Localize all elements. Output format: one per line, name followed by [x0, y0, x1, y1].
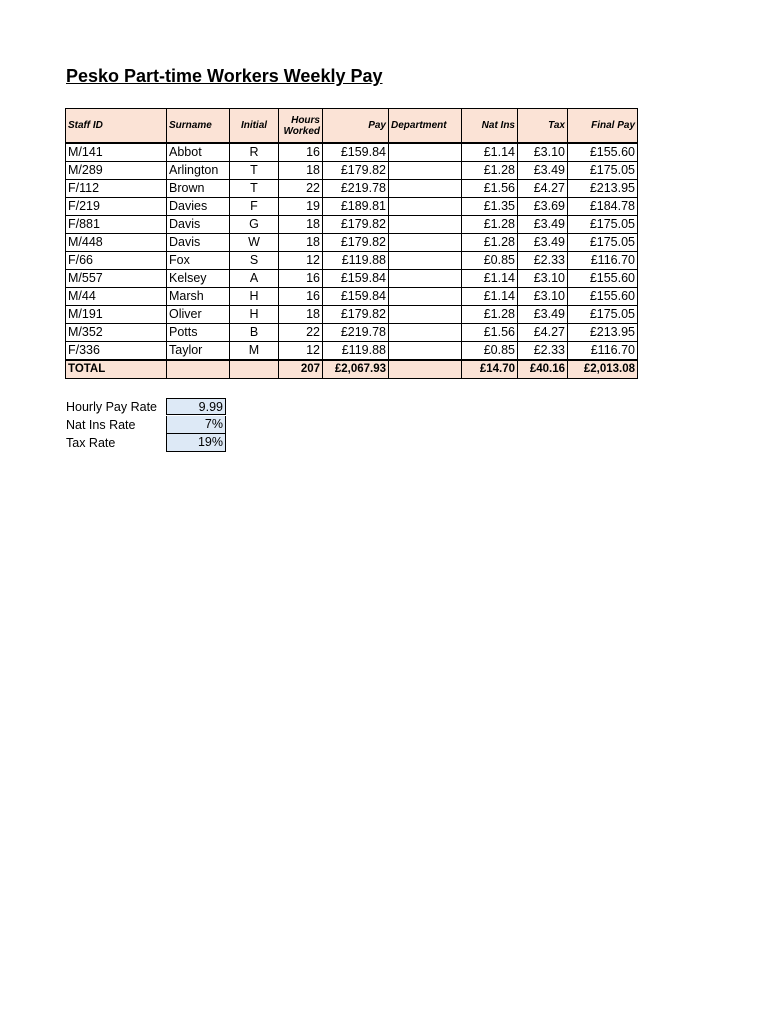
header-surname[interactable]: Surname	[167, 109, 230, 144]
total-pay[interactable]: £2,067.93	[323, 360, 389, 379]
nat-ins-cell[interactable]: £1.28	[462, 306, 518, 324]
nat-ins-cell[interactable]: £1.28	[462, 234, 518, 252]
total-tax[interactable]: £40.16	[518, 360, 568, 379]
hours-cell[interactable]: 16	[279, 270, 323, 288]
department-cell[interactable]	[389, 252, 462, 270]
tax-cell[interactable]: £2.33	[518, 342, 568, 361]
sheet-title: Pesko Part-time Workers Weekly Pay	[66, 66, 383, 86]
nat-ins-cell[interactable]: £0.85	[462, 252, 518, 270]
surname-cell[interactable]: Abbot	[167, 143, 230, 162]
initial-cell[interactable]: B	[230, 324, 279, 342]
hours-cell[interactable]: 18	[279, 306, 323, 324]
tax-cell[interactable]: £3.10	[518, 143, 568, 162]
surname-cell[interactable]: Oliver	[167, 306, 230, 324]
final-pay-cell[interactable]: £175.05	[568, 216, 638, 234]
department-cell[interactable]	[389, 162, 462, 180]
table-row	[66, 306, 638, 324]
table-row	[66, 252, 638, 270]
pay-cell[interactable]: £159.84	[323, 288, 389, 306]
tax-cell[interactable]: £4.27	[518, 180, 568, 198]
tax-cell[interactable]: £3.10	[518, 270, 568, 288]
staff-id-cell[interactable]: M/191	[66, 306, 167, 324]
tax-cell[interactable]: £3.49	[518, 162, 568, 180]
header-staff-id[interactable]: Staff ID	[66, 109, 167, 144]
final-pay-cell[interactable]: £175.05	[568, 306, 638, 324]
initial-cell[interactable]: T	[230, 180, 279, 198]
department-cell[interactable]	[389, 198, 462, 216]
department-cell[interactable]	[389, 306, 462, 324]
department-cell[interactable]	[389, 216, 462, 234]
initial-cell[interactable]: R	[230, 143, 279, 162]
hours-cell[interactable]: 18	[279, 234, 323, 252]
tax-cell[interactable]: £3.49	[518, 216, 568, 234]
total-surname-cell[interactable]	[167, 360, 230, 379]
initial-cell[interactable]: F	[230, 198, 279, 216]
tax-cell[interactable]: £3.49	[518, 306, 568, 324]
pay-cell[interactable]: £219.78	[323, 324, 389, 342]
pay-cell[interactable]: £179.82	[323, 216, 389, 234]
initial-cell[interactable]: H	[230, 288, 279, 306]
surname-cell[interactable]: Davis	[167, 216, 230, 234]
pay-cell[interactable]: £189.81	[323, 198, 389, 216]
staff-id-cell[interactable]: F/112	[66, 180, 167, 198]
hours-cell[interactable]: 22	[279, 324, 323, 342]
table-row	[66, 143, 638, 162]
nat-ins-cell[interactable]: £1.35	[462, 198, 518, 216]
hourly-pay-rate-label[interactable]: Hourly Pay Rate	[66, 400, 158, 414]
table-row	[66, 270, 638, 288]
department-cell[interactable]	[389, 143, 462, 162]
final-pay-cell[interactable]: £116.70	[568, 342, 638, 361]
table-row	[66, 162, 638, 180]
pay-table	[65, 108, 638, 379]
pay-cell[interactable]: £119.88	[323, 252, 389, 270]
hours-cell[interactable]: 19	[279, 198, 323, 216]
table-row	[66, 342, 638, 361]
pay-cell[interactable]: £119.88	[323, 342, 389, 361]
department-cell[interactable]	[389, 288, 462, 306]
department-cell[interactable]	[389, 270, 462, 288]
surname-cell[interactable]: Davis	[167, 234, 230, 252]
total-row	[66, 360, 638, 379]
staff-id-cell[interactable]: M/289	[66, 162, 167, 180]
final-pay-cell[interactable]: £213.95	[568, 180, 638, 198]
surname-cell[interactable]: Kelsey	[167, 270, 230, 288]
staff-id-cell[interactable]: M/141	[66, 143, 167, 162]
tax-cell[interactable]: £3.49	[518, 234, 568, 252]
initial-cell[interactable]: H	[230, 306, 279, 324]
nat-ins-rate-label[interactable]: Nat Ins Rate	[66, 418, 136, 432]
final-pay-cell[interactable]: £213.95	[568, 324, 638, 342]
initial-cell[interactable]: G	[230, 216, 279, 234]
initial-cell[interactable]: M	[230, 342, 279, 361]
surname-cell[interactable]: Marsh	[167, 288, 230, 306]
hours-cell[interactable]: 18	[279, 162, 323, 180]
hours-cell[interactable]: 12	[279, 252, 323, 270]
surname-cell[interactable]: Potts	[167, 324, 230, 342]
nat-ins-cell[interactable]: £1.14	[462, 288, 518, 306]
tax-rate-label[interactable]: Tax Rate	[66, 436, 116, 450]
nat-ins-cell[interactable]: £1.14	[462, 270, 518, 288]
total-nat-ins[interactable]: £14.70	[462, 360, 518, 379]
staff-id-cell[interactable]: M/557	[66, 270, 167, 288]
header-hours-line2: Worked	[283, 125, 320, 137]
hours-cell[interactable]: 22	[279, 180, 323, 198]
pay-cell[interactable]: £179.82	[323, 234, 389, 252]
tax-cell[interactable]: £4.27	[518, 324, 568, 342]
header-tax[interactable]: Tax	[518, 109, 568, 144]
surname-cell[interactable]: Fox	[167, 252, 230, 270]
header-department[interactable]: Department	[389, 109, 462, 144]
staff-id-cell[interactable]: F/219	[66, 198, 167, 216]
hours-cell[interactable]: 18	[279, 216, 323, 234]
staff-id-cell[interactable]: M/352	[66, 324, 167, 342]
pay-cell[interactable]: £159.84	[323, 270, 389, 288]
nat-ins-cell[interactable]: £1.28	[462, 216, 518, 234]
staff-id-cell[interactable]: F/336	[66, 342, 167, 361]
surname-cell[interactable]: Taylor	[167, 342, 230, 361]
department-cell[interactable]	[389, 342, 462, 361]
department-cell[interactable]	[389, 180, 462, 198]
initial-cell[interactable]: S	[230, 252, 279, 270]
table-row	[66, 324, 638, 342]
nat-ins-cell[interactable]: £1.56	[462, 324, 518, 342]
nat-ins-cell[interactable]: £1.28	[462, 162, 518, 180]
hours-cell[interactable]: 12	[279, 342, 323, 361]
header-pay[interactable]: Pay	[323, 109, 389, 144]
tax-cell[interactable]: £3.69	[518, 198, 568, 216]
nat-ins-cell[interactable]: £0.85	[462, 342, 518, 361]
final-pay-cell[interactable]: £175.05	[568, 162, 638, 180]
header-final-pay[interactable]: Final Pay	[568, 109, 638, 144]
staff-id-cell[interactable]: F/66	[66, 252, 167, 270]
staff-id-cell[interactable]: M/44	[66, 288, 167, 306]
hourly-pay-rate-value[interactable]: 9.99	[166, 398, 226, 415]
staff-id-cell[interactable]: M/448	[66, 234, 167, 252]
surname-cell[interactable]: Arlington	[167, 162, 230, 180]
table-row	[66, 288, 638, 306]
final-pay-cell[interactable]: £116.70	[568, 252, 638, 270]
pay-cell[interactable]: £179.82	[323, 162, 389, 180]
header-hours-worked[interactable]	[279, 109, 323, 144]
table-row	[66, 180, 638, 198]
surname-cell[interactable]: Brown	[167, 180, 230, 198]
initial-cell[interactable]: T	[230, 162, 279, 180]
staff-id-cell[interactable]: F/881	[66, 216, 167, 234]
pay-cell[interactable]: £179.82	[323, 306, 389, 324]
pay-cell[interactable]: £159.84	[323, 143, 389, 162]
initial-cell[interactable]: W	[230, 234, 279, 252]
table-row	[66, 216, 638, 234]
pay-cell[interactable]: £219.78	[323, 180, 389, 198]
final-pay-cell[interactable]: £175.05	[568, 234, 638, 252]
header-nat-ins[interactable]: Nat Ins	[462, 109, 518, 144]
nat-ins-cell[interactable]: £1.56	[462, 180, 518, 198]
tax-rate-value[interactable]: 19%	[166, 434, 226, 452]
final-pay-cell[interactable]: £155.60	[568, 143, 638, 162]
initial-cell[interactable]: A	[230, 270, 279, 288]
final-pay-cell[interactable]: £184.78	[568, 198, 638, 216]
total-department-cell[interactable]	[389, 360, 462, 379]
table-row	[66, 198, 638, 216]
surname-cell[interactable]: Davies	[167, 198, 230, 216]
tax-cell[interactable]: £3.10	[518, 288, 568, 306]
final-pay-cell[interactable]: £155.60	[568, 288, 638, 306]
total-hours[interactable]: 207	[279, 360, 323, 379]
department-cell[interactable]	[389, 234, 462, 252]
table-row	[66, 234, 638, 252]
header-hours-line1: Hours	[291, 114, 320, 126]
header-row	[66, 109, 638, 144]
nat-ins-rate-value[interactable]: 7%	[166, 416, 226, 434]
total-initial-cell[interactable]	[230, 360, 279, 379]
header-initial[interactable]: Initial	[230, 109, 279, 144]
nat-ins-cell[interactable]: £1.14	[462, 143, 518, 162]
total-final-pay[interactable]: £2,013.08	[568, 360, 638, 379]
hours-cell[interactable]: 16	[279, 288, 323, 306]
final-pay-cell[interactable]: £155.60	[568, 270, 638, 288]
total-label[interactable]: TOTAL	[66, 360, 167, 379]
tax-cell[interactable]: £2.33	[518, 252, 568, 270]
department-cell[interactable]	[389, 324, 462, 342]
hours-cell[interactable]: 16	[279, 143, 323, 162]
